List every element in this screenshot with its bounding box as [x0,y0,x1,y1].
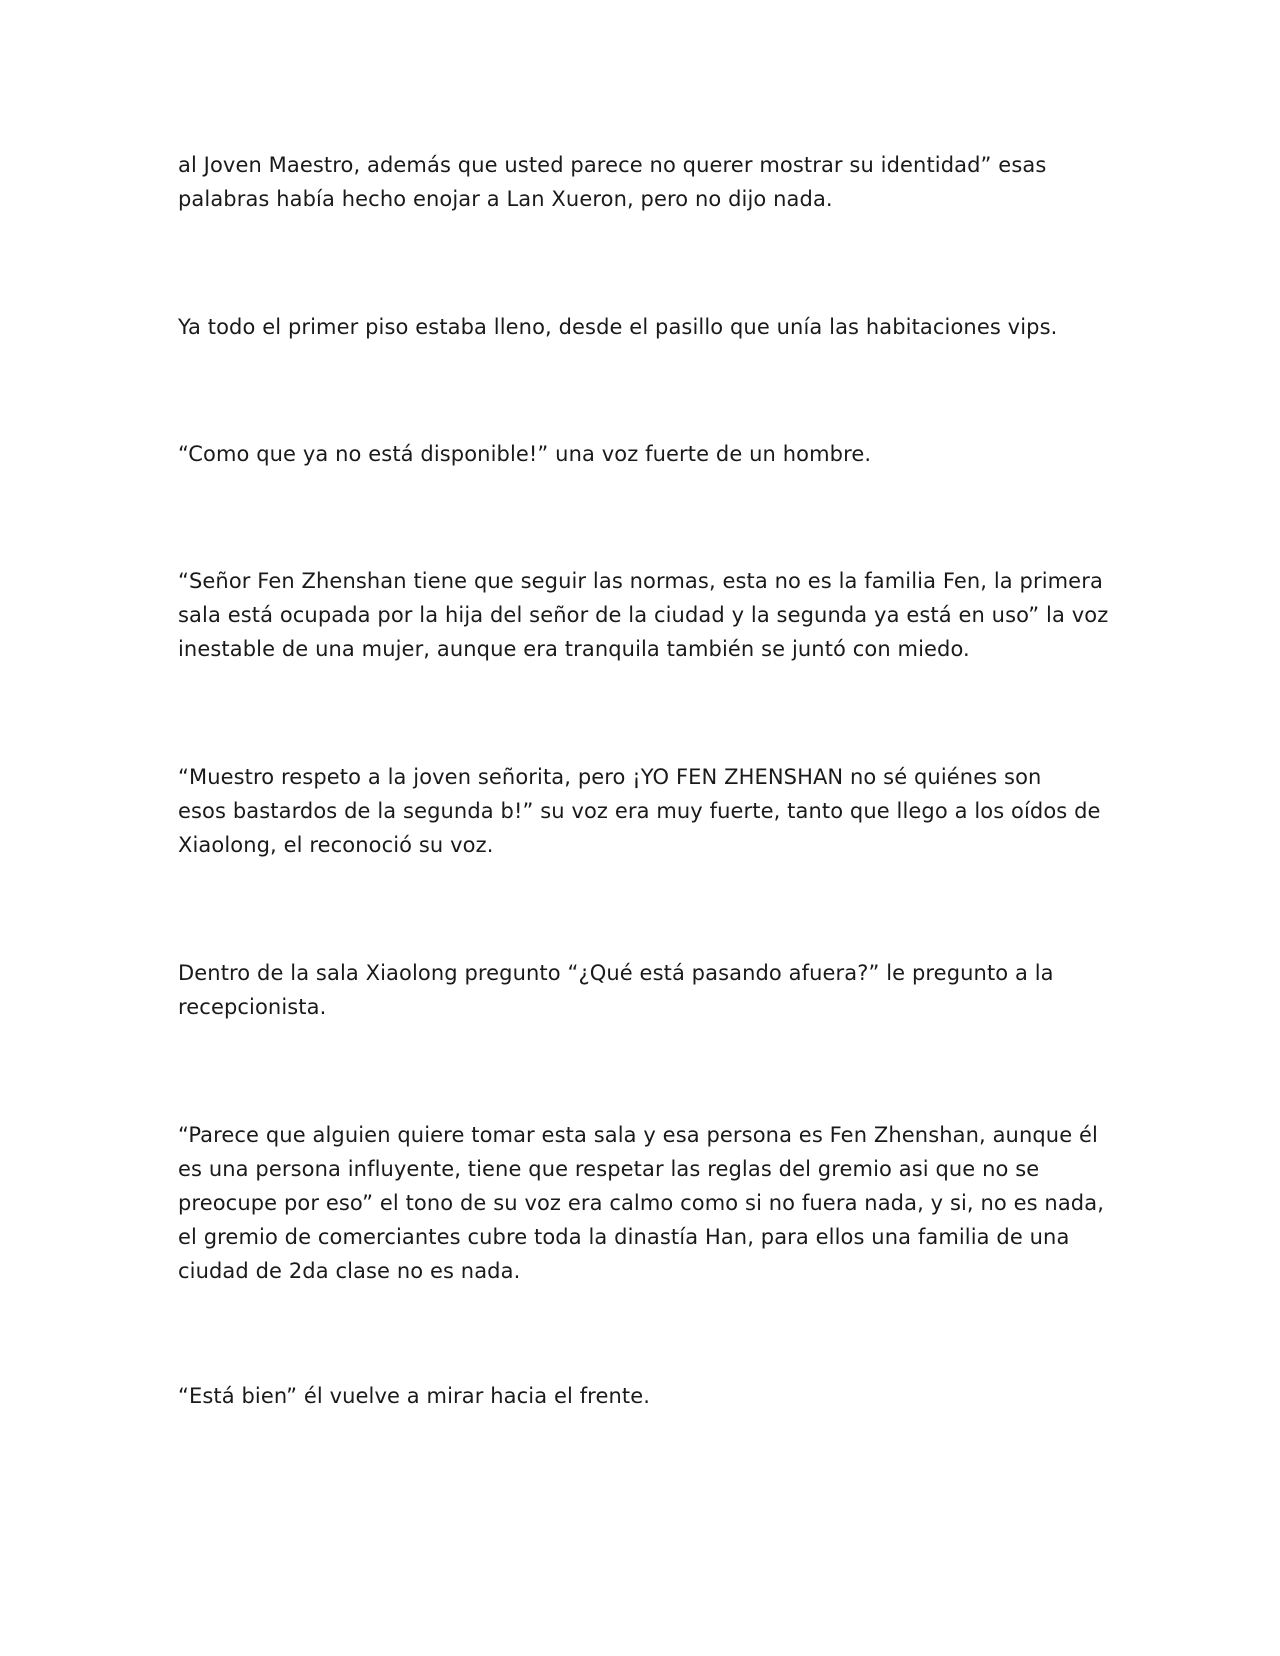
paragraph-line: recepcionista. [178,995,327,1019]
paragraph-line: sala está ocupada por la hija del señor de la ciudad y la segunda ya está en uso” la voz [178,603,1109,627]
paragraph-line: ciudad de 2da clase no es nada. [178,1259,521,1283]
paragraph-line: “Muestro respeto a la joven señorita, pero ¡YO FEN ZHENSHAN no sé quiénes son [178,765,1042,789]
paragraph-line: Dentro de la sala Xiaolong pregunto “¿Qué está pasando afuera?” le pregunto a la [178,961,1054,985]
paragraph-line: “Parece que alguien quiere tomar esta sala y esa persona es Fen Zhenshan, aunque él [178,1123,1098,1147]
paragraph-line: preocupe por eso” el tono de su voz era calmo como si no fuera nada, y si, no es nada, [178,1191,1104,1215]
paragraph-2 [178,310,1108,344]
paragraph-4 [178,564,1108,666]
paragraph-1 [178,148,1108,216]
paragraph-line: “Señor Fen Zhenshan tiene que seguir las normas, esta no es la familia Fen, la primera [178,569,1103,593]
paragraph-line: al Joven Maestro, además que usted parece no querer mostrar su identidad” esas [178,153,1047,177]
paragraph-3 [178,437,1108,471]
paragraph-8 [178,1379,1108,1413]
paragraph-5 [178,760,1108,862]
paragraph-line: Xiaolong, el reconoció su voz. [178,833,494,857]
paragraph-line: “Como que ya no está disponible!” una voz fuerte de un hombre. [178,442,872,466]
paragraph-line: esos bastardos de la segunda b!” su voz era muy fuerte, tanto que llego a los oídos de [178,799,1101,823]
paragraph-6 [178,956,1108,1024]
paragraph-line: “Está bien” él vuelve a mirar hacia el frente. [178,1384,651,1408]
paragraph-line: es una persona influyente, tiene que respetar las reglas del gremio asi que no se [178,1157,1040,1181]
paragraph-line: palabras había hecho enojar a Lan Xueron, pero no dijo nada. [178,187,833,211]
paragraph-line: inestable de una mujer, aunque era tranquila también se juntó con miedo. [178,637,970,661]
paragraph-line: Ya todo el primer piso estaba lleno, desde el pasillo que unía las habitaciones vips. [178,315,1058,339]
paragraph-7 [178,1118,1108,1288]
paragraph-line: el gremio de comerciantes cubre toda la dinastía Han, para ellos una familia de una [178,1225,1070,1249]
